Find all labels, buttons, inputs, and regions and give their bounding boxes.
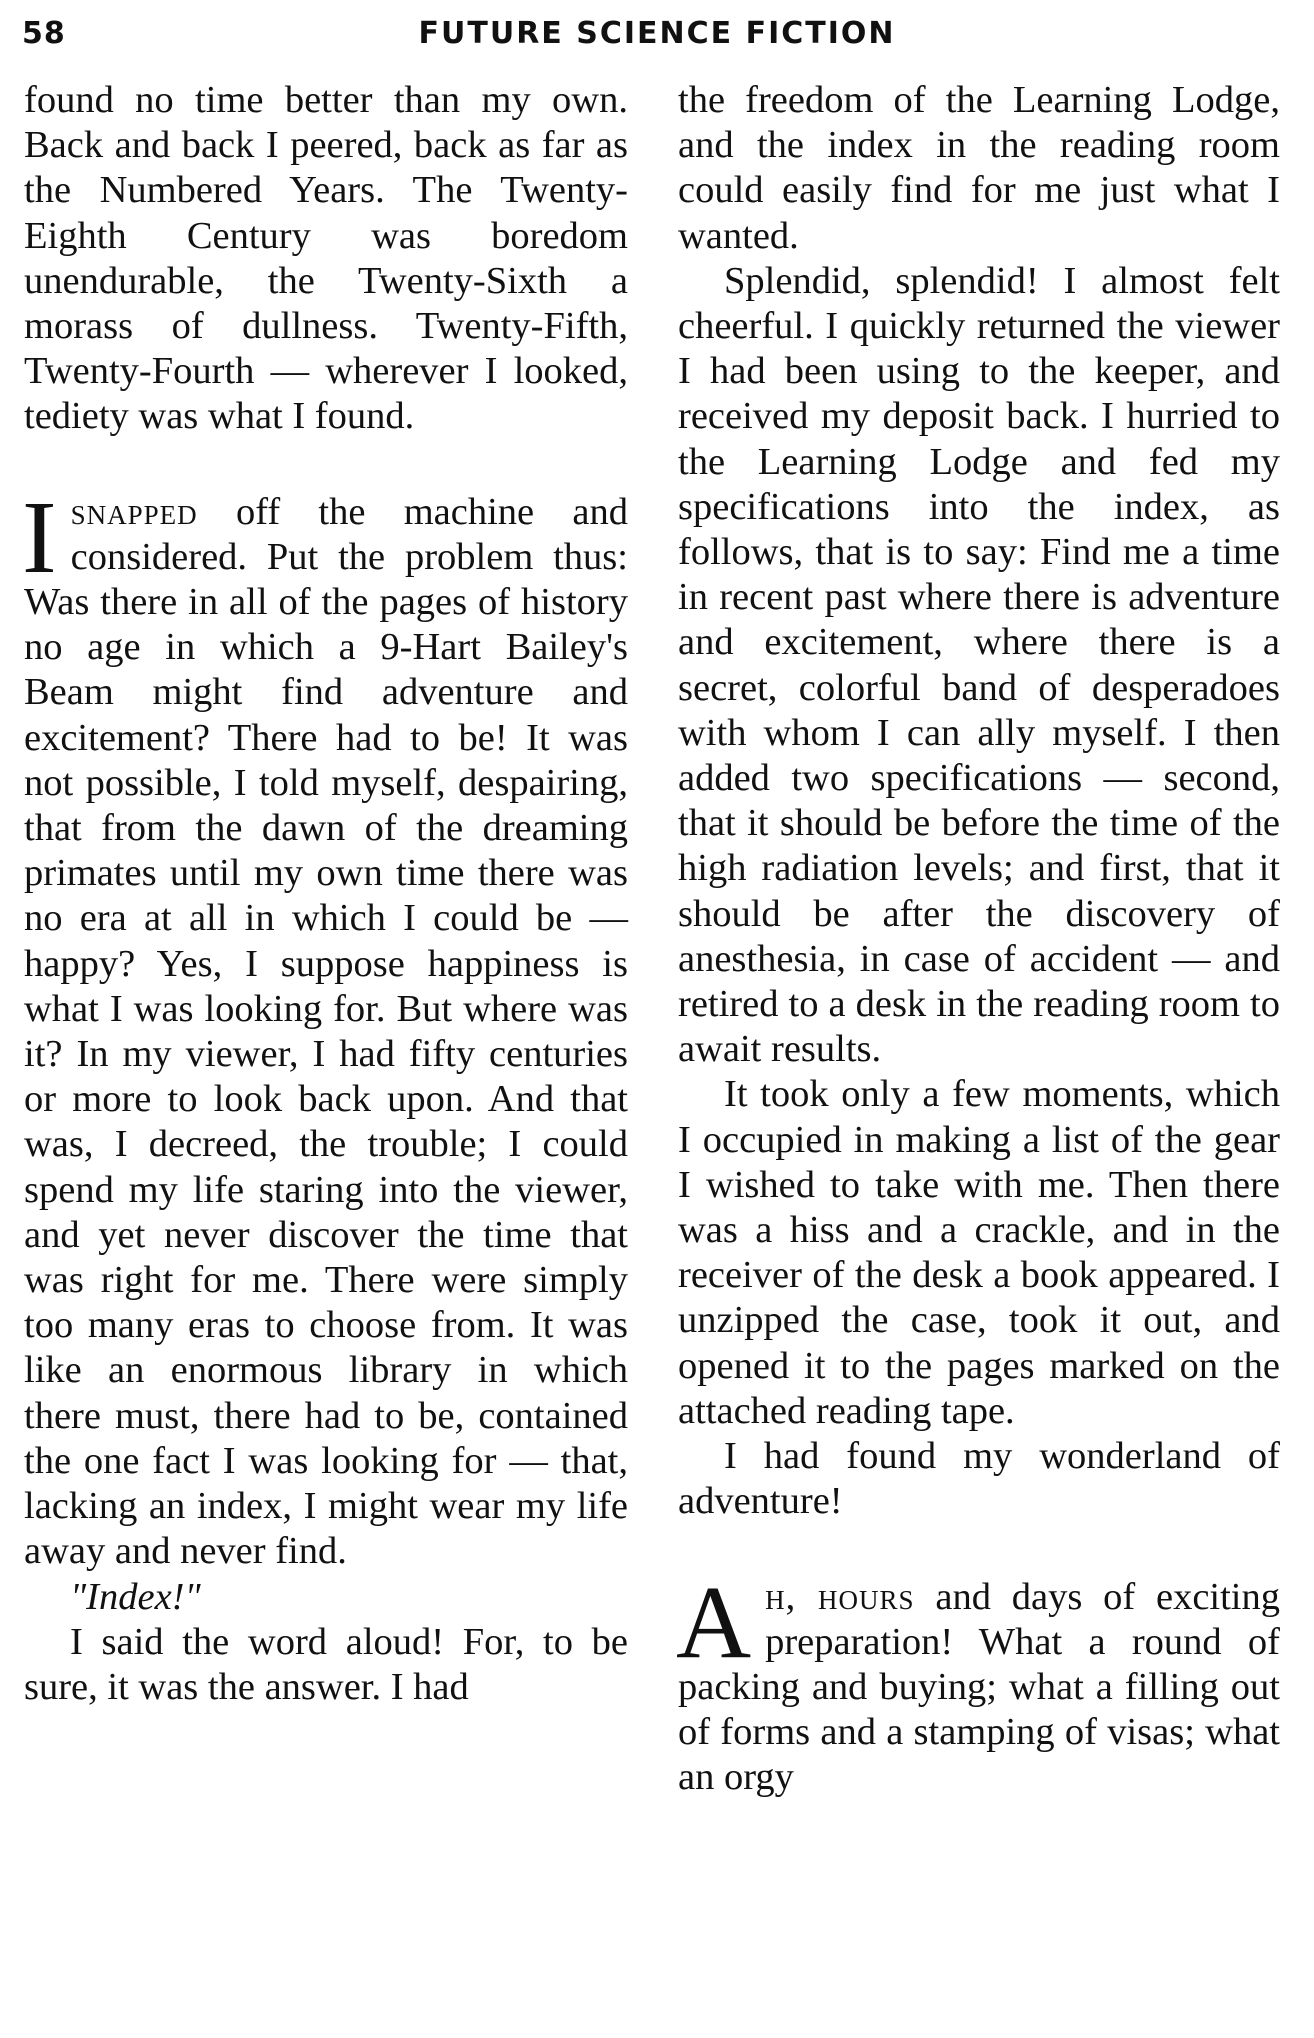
small-caps-lead: h, hours [765, 1575, 915, 1618]
paragraph: the freedom of the Learning Lodge, and the index in the reading room could easily find for me just what I wanted. [678, 79, 1280, 257]
page-header [0, 16, 1314, 60]
paragraph: "Index!" [70, 1575, 201, 1618]
paragraph-text: and days of exciting preparation! What a round of packing and buying; what a filling out of forms and a stamping of visas; what an orgy [678, 1575, 1280, 1799]
paragraph: Splendid, splendid! I almost felt cheerful. I quickly returned the viewer I had been using to the keeper, and received my deposit back. I hurried to the Learning Lodge and fed my specifications into the index, as follows, that is to say: Find me a time in recent past where there is adventure and excitement, where there is a secret, colorful band of desperadoes with whom I can ally myself. I then added two specifications — second, that it should be before the time of the high radiation levels; and first, that it should be after the discovery of anesthesia, in case of accident — and retired to a desk in the reading room to await results. [678, 259, 1280, 1071]
section-break [678, 1525, 1280, 1575]
running-head: FUTURE SCIENCE FICTION [418, 16, 896, 51]
section-break [24, 440, 628, 490]
page-number: 58 [22, 16, 66, 51]
left-column [24, 78, 628, 1710]
paragraph: It took only a few moments, which I occupied in making a list of the gear I wished to take with me. Then there was a hiss and a crackle, and in the receiver of the desk a book appeared. I unzipped the case, took it out, and opened it to the pages marked on the attached reading tape. [678, 1073, 1280, 1432]
drop-cap: I [22, 479, 57, 595]
small-caps-lead: snapped [70, 490, 198, 533]
drop-cap: A [676, 1564, 752, 1680]
paragraph-dropcap [22, 479, 628, 1575]
paragraph: I said the word aloud! For, to be sure, it was the answer. I had [24, 1620, 628, 1708]
paragraph: I had found my wonderland of adventure! [678, 1435, 1280, 1523]
paragraph-dropcap [676, 1564, 1280, 1801]
right-column [678, 78, 1280, 1801]
paragraph-text: off the machine and considered. Put the problem thus: Was there in all of the pages of history no age in which a 9-Hart Bailey's Beam might find adventure and excitement? There had to be! It was not possible, I told myself, despairing, that from the dawn of the dreaming primates until my own time there was no era at all in which I could be — happy? Yes, I suppose happiness is what I was looking for. But where was it? In my viewer, I had fifty centuries or more to look back upon. And that was, I decreed, the trouble; I could spend my life staring into the viewer, and yet never discover the time that was right for me. There were simply too many eras to choose from. It was like an enormous library in which there must, there had to be, contained the one fact I was looking for — that, lacking an index, I might wear my life away and never find. [24, 490, 628, 1573]
paragraph: found no time better than my own. Back and back I peered, back as far as the Numbered Years. The Twenty-Eighth Century was boredom unendurable, the Twenty-Sixth a morass of dullness. Twenty-Fifth, Twenty-Fourth — wherever I looked, tediety was what I found. [24, 79, 628, 438]
